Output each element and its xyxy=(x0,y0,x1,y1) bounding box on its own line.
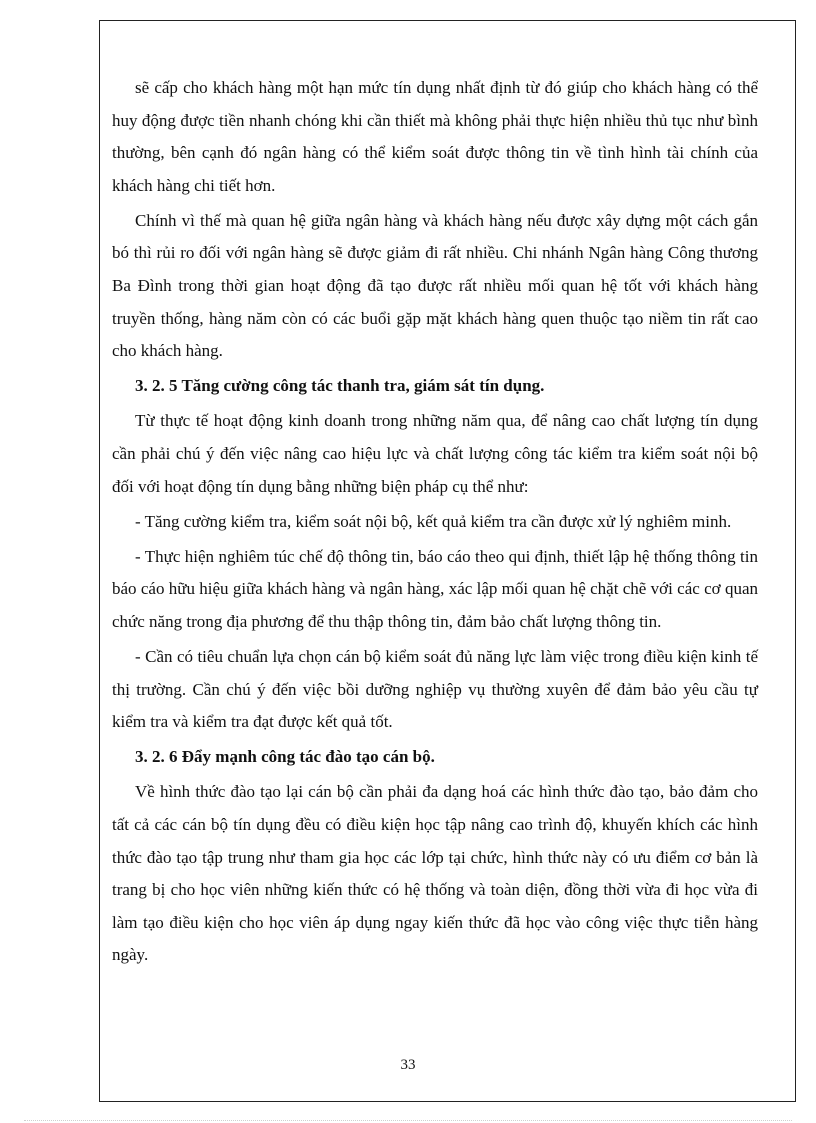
bullet-internal-control: - Tăng cường kiểm tra, kiểm soát nội bộ, kết quả kiểm tra cần được xử lý nghiêm minh. xyxy=(135,511,732,531)
paragraph-customer-relations: Chính vì thế mà quan hệ giữa ngân hàng và khách hàng nếu được xây dựng một cách gắn bó thì rủi ro đối với ngân hàng sẽ được giảm đi rất nhiều. Chi nhánh Ngân hàng Công thương Ba Đình trong thời gian hoạt động đã tạo được rất nhiều mối quan hệ tốt với khách hàng truyền thống, hàng năm còn có các buổi gặp mặt khách hàng quen thuộc tạo niềm tin rất cao cho khách hàng. xyxy=(112,210,758,361)
paragraph-staff-training: Về hình thức đào tạo lại cán bộ cần phải đa dạng hoá các hình thức đào tạo, bảo đảm cho tất cả các cán bộ tín dụng đều có điều kiện học tập nâng cao trình độ, khuyến khích các hình thức đào tạo tập trung như tham gia học các lớp tại chức, hình thức này có ưu điểm cơ bản là trang bị cho học viên những kiến thức có hệ thống và toàn diện, đồng thời vừa đi học vừa đi làm tạo điều kiện cho học viên áp dụng ngay kiến thức đã học vào công việc thực tiễn hàng ngày. xyxy=(112,782,758,965)
paragraph-inspection-intro: Từ thực tế hoạt động kinh doanh trong những năm qua, để nâng cao chất lượng tín dụng cần phải chú ý đến việc nâng cao hiệu lực và chất lượng công tác kiểm tra kiểm soát nội bộ đối với hoạt động tín dụng bằng những biện pháp cụ thể như: xyxy=(112,411,758,496)
bullet-staff-selection: - Cần có tiêu chuẩn lựa chọn cán bộ kiểm soát đủ năng lực làm việc trong điều kiện kinh tế thị trường. Cần chú ý đến việc bồi dưỡng nghiệp vụ thường xuyên để đảm bảo yêu cầu tự kiểm tra và kiểm tra đạt được kết quả tốt. xyxy=(112,647,758,732)
bullet-information-reporting: - Thực hiện nghiêm túc chế độ thông tin, báo cáo theo qui định, thiết lập hệ thống thông tin báo cáo hữu hiệu giữa khách hàng và ngân hàng, xác lập mối quan hệ chặt chẽ với các cơ quan chức năng trong địa phương để thu thập thông tin, đảm bảo chất lượng thông tin. xyxy=(112,546,758,631)
footer-divider xyxy=(24,1120,792,1121)
paragraph-credit-limit: sẽ cấp cho khách hàng một hạn mức tín dụng nhất định từ đó giúp cho khách hàng có thể huy động được tiền nhanh chóng khi cần thiết mà không phải thực hiện nhiều thủ tục như bình thường, bên cạnh đó ngân hàng có thể kiểm soát được thông tin về tình hình tài chính của khách hàng chi tiết hơn. xyxy=(112,78,758,195)
section-heading-3-2-6: 3. 2. 6 Đẩy mạnh công tác đào tạo cán bộ. xyxy=(135,747,435,767)
section-heading-3-2-5: 3. 2. 5 Tăng cường công tác thanh tra, giám sát tín dụng. xyxy=(135,376,545,396)
document-body xyxy=(112,72,758,975)
page-number: 33 xyxy=(400,1057,416,1073)
